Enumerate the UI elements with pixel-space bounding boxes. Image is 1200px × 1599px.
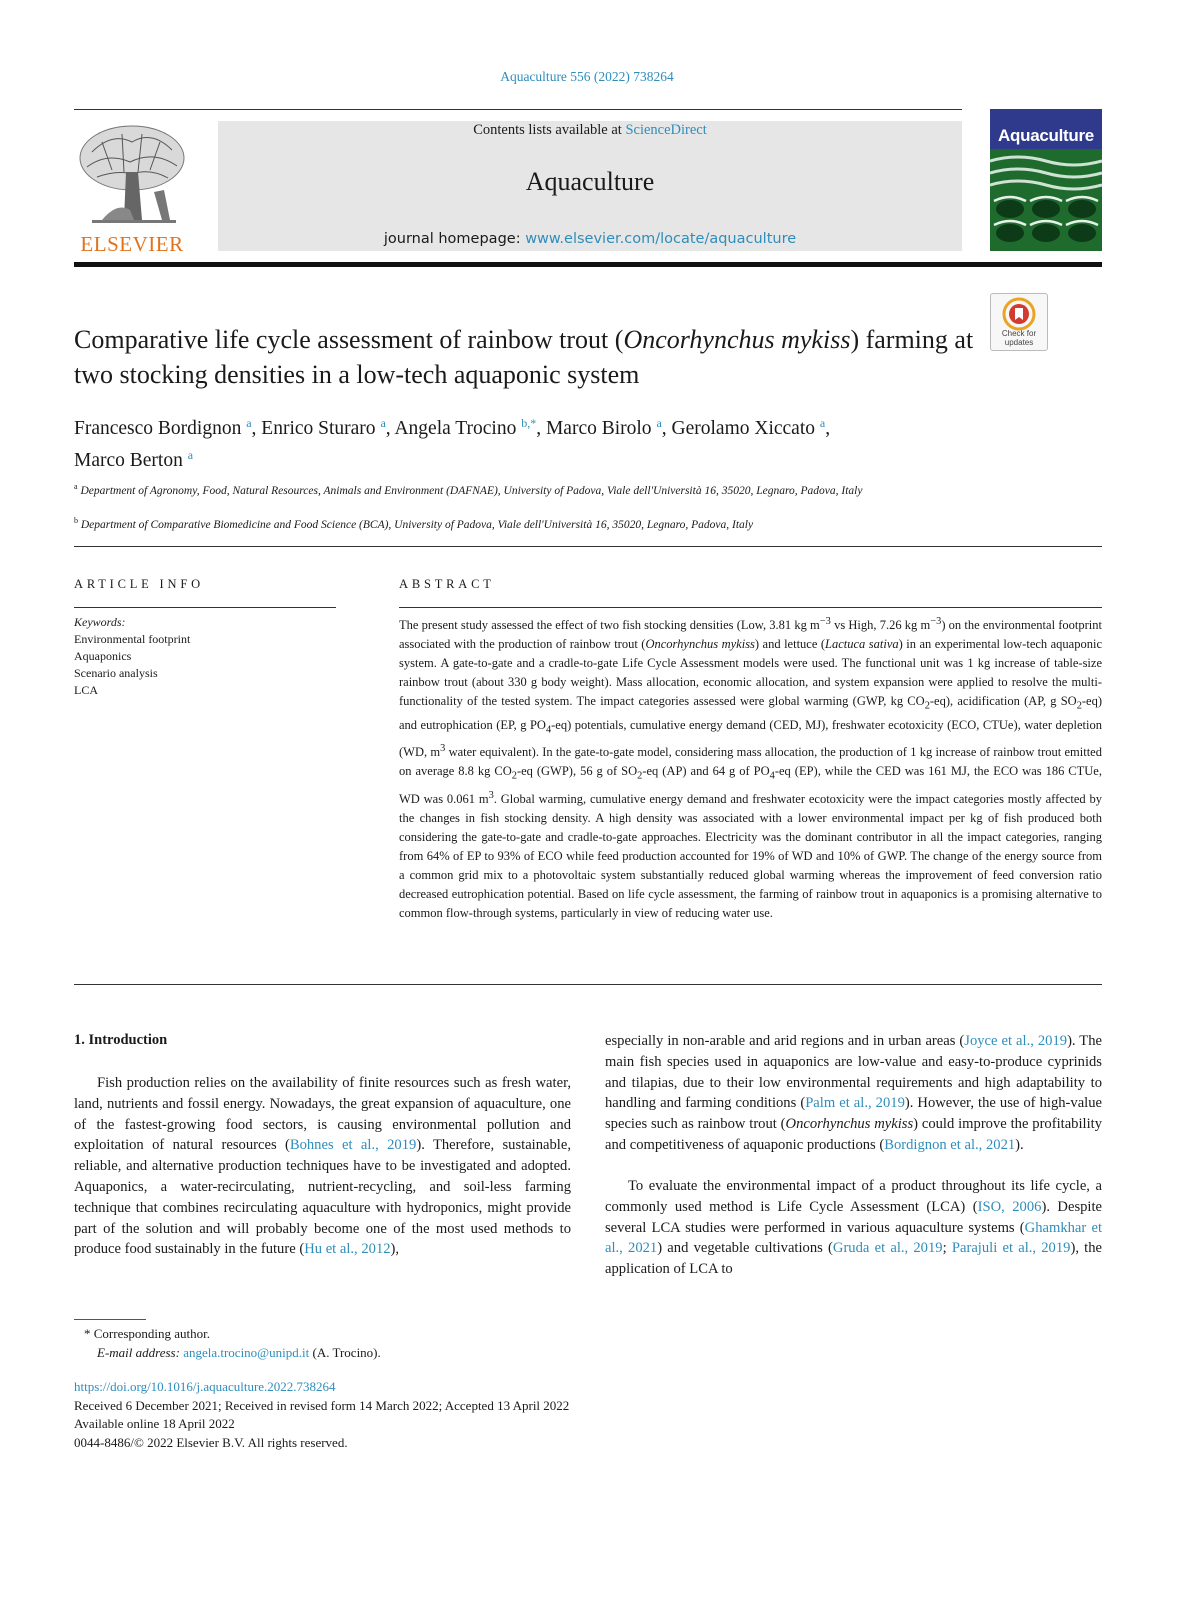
homepage-line (218, 231, 962, 247)
intro-paragraph-1: Fish production relies on the availability of finite resources such as fresh water, land, nutrients and fossil energy. Nowadays, the great expansion of aquaculture, one of the fastest-growing food sectors, is causing environmental pollution and exploitation of natural resources (Bohnes et al., 2019). Therefore, sustainable, reliable, and alternative production techniques have to be investigated and adopted. Aquaponics, a water-recirculating, nutrient-recycling, and soil-less farming technique that combines recirculating aquaculture with hydroponics, might provide part of the solution and will probably become one of the most used methods to produce food sustainably in the future (Hu et al., 2012), (74, 1075, 571, 1258)
citation-link[interactable]: Bohnes et al., 2019 (289, 1137, 417, 1154)
abstract-bottom-rule (74, 984, 1102, 985)
keyword: Aquaponics (74, 649, 132, 663)
intro-paragraph-2: To evaluate the environmental impact of a product throughout its life cycle, a commonly used method is Life Cycle Assessment (LCA) (ISO, 2006). Despite several LCA studies were performed in various aquaculture systems (Ghamkhar et al., 2021) and vegetable cultivations (Gruda et al., 2019; Parajuli et al., 2019), the application of LCA to (605, 1178, 1103, 1278)
affiliation-a: $^a$ Department of Agronomy, Food, Natural Resources, Animals and Environment (DAFNAE), University of Padova, Viale dell'Università 16, 35020, Legnaro, Padova, Italy (74, 482, 863, 497)
citation-link[interactable]: Palm et al., 2019 (805, 1095, 905, 1112)
citation-link[interactable]: Ghamkhar et al., 2021 (605, 1219, 1103, 1257)
keywords-block (74, 614, 336, 699)
header-bottom-rule (74, 262, 1102, 267)
journal-reference[interactable]: Aquaculture 556 (2022) 738264 (500, 69, 674, 84)
tree-icon (72, 122, 192, 228)
footnote-rule (74, 1319, 146, 1320)
keyword: Scenario analysis (74, 666, 158, 680)
homepage-prefix: journal homepage: (383, 231, 521, 247)
cover-title: Aquaculture (998, 126, 1094, 145)
article-info-rule (74, 607, 336, 608)
publication-info (74, 1378, 974, 1452)
author[interactable]: Francesco Bordignon $^a$, (74, 416, 262, 439)
author[interactable]: Angela Trocino $^{b,*}$, (394, 416, 546, 439)
doi-link[interactable]: https://doi.org/10.1016/j.aquaculture.2022.738264 (74, 1379, 336, 1394)
author[interactable]: Gerolamo Xiccato $^a$, (671, 416, 831, 439)
cover-pattern-icon (990, 109, 1102, 251)
affiliation-rule (74, 546, 1102, 547)
affiliation-b: $^b$ Department of Comparative Biomedicine and Food Science (BCA), University of Padova, Viale dell'Università 16, 35020, Legnaro, Padova, Italy (74, 516, 754, 531)
author-list (74, 410, 1014, 474)
publisher-wordmark: ELSEVIER (80, 232, 184, 256)
author[interactable]: Marco Birolo $^a$, (545, 416, 672, 439)
contents-line (218, 122, 962, 139)
citation-link[interactable]: Parajuli et al., 2019 (951, 1240, 1071, 1257)
citation-link[interactable]: Hu et al., 2012 (304, 1241, 391, 1258)
contents-prefix: Contents lists available at (473, 122, 622, 138)
journal-cover[interactable] (990, 109, 1102, 251)
copyright: 0044-8486/© 2022 Elsevier B.V. All rights reserved. (74, 1434, 348, 1450)
abstract-heading: ABSTRACT (399, 577, 495, 591)
journal-name: Aquaculture (525, 167, 655, 196)
journal-header-box (218, 121, 962, 251)
keyword: LCA (74, 683, 98, 697)
homepage-link[interactable]: www.elsevier.com/locate/aquaculture (525, 231, 797, 247)
author[interactable]: Enrico Sturaro $^a$, (261, 416, 395, 439)
email-link[interactable]: angela.trocino@unipd.it (183, 1345, 310, 1360)
article-title: Comparative life cycle assessment of rainbow trout (Oncorhynchus mykiss) farming at two stocking densities in a low-tech aquaponic system (74, 325, 974, 389)
received-dates: Received 6 December 2021; Received in revised form 14 March 2022; Accepted 13 April 2022 (74, 1397, 570, 1413)
citation-link[interactable]: Joyce et al., 2019 (964, 1033, 1068, 1049)
citation-link[interactable]: Gruda et al., 2019 (832, 1240, 943, 1257)
intro-paragraph-1-cont: especially in non-arable and arid regions and in urban areas (Joyce et al., 2019). The main fish species used in aquaponics are low-value and easy-to-produce cyprinids and tilapias, due to their low environmental requirements and high adaptability to handling and farming conditions (Palm et al., 2019). However, the use of high-value species such as rainbow trout (Oncorhynchus mykiss) could improve the profitability and competitiveness of aquaponic productions (Bordignon et al., 2021). (605, 1033, 1102, 1153)
sciencedirect-link[interactable]: ScienceDirect (625, 122, 707, 138)
elsevier-logo (72, 122, 192, 257)
citation-link[interactable]: Bordignon et al., 2021 (884, 1136, 1016, 1153)
email-footnote: E-mail address: angela.trocino@unipd.it (A. Trocino). (97, 1345, 381, 1360)
author[interactable]: Marco Berton $^a$ (74, 448, 194, 471)
corresponding-footnote: * Corresponding author. (84, 1326, 211, 1341)
introduction-heading: 1. Introduction (74, 1032, 168, 1048)
keywords-label: Keywords: (74, 615, 126, 629)
check-for-updates-label: Check for updates (1001, 329, 1037, 347)
available-online: Available online 18 April 2022 (74, 1416, 235, 1431)
abstract-rule (399, 607, 1102, 608)
bookmark-icon (991, 296, 1047, 332)
check-for-updates-button[interactable] (990, 293, 1048, 351)
abstract-text: The present study assessed the effect of two fish stocking densities (Low, 3.81 kg $m^{-3}$ vs High, 7.26 kg $m^{-3}$) on the environmental footprint associated with the production of rainbow trout (Oncorhynchus mykiss) and lettuce (Lactuca sativa) in an experimental low-tech aquaponic system. A gate-to-gate and a cradle-to-gate Life Cycle Assessment models were used. The functional unit was 1 kg increase of table-size rainbow trout (about 330 g body weight). Mass allocation, economic allocation, and system expansion were applied to resolve the multi-functionality of the tested system. The impact categories assessed were global warming (GWP, kg $CO_2-eq$), acidification (AP, g $SO_2-eq$) and eutrophication (EP, g $PO_4-eq$) potentials, cumulative energy demand (CED, MJ), freshwater ecotoxicity (ECO, CTUe), water depletion (WD, $m^3$ water equivalent). In the gate-to-gate model, considering mass allocation, the production of 1 kg increase of rainbow trout emitted on average 8.8 kg $CO_2-eq$ (GWP), 56 g of $SO_2-eq$ (AP) and 64 g of $PO_4-eq$ (EP), while the CED was 161 MJ, the ECO was 186 CTUe, WD was 0.061 $m^3$. Global warming, cumulative energy demand and freshwater ecotoxicity were the impact categories mostly affected by the changes in fish stocking density. A high density was associated with a lower environmental impact per kg of fish produced both considering the gate-to-gate and cradle-to-gate approaches. Electricity was the dominant contributor in all the impact categories, ranging from 64% of EP to 93% of ECO while feed production accounted for 19% of WD and 10% of GWP. The change of the energy source from a common grid mix to a photovoltaic system substantially reduced global warming whereas the improvement of feed conversion ratio decreased eutrophication potential. Based on life cycle assessment, the farming of rainbow trout in aquaponics is a promising alternative to common flow-through systems, particularly in view of reducing water use. (399, 616, 1103, 920)
article-info-heading: ARTICLE INFO (74, 577, 204, 591)
keyword: Environmental footprint (74, 632, 191, 646)
header-top-rule (74, 109, 962, 110)
citation-link[interactable]: ISO, 2006 (977, 1198, 1042, 1215)
